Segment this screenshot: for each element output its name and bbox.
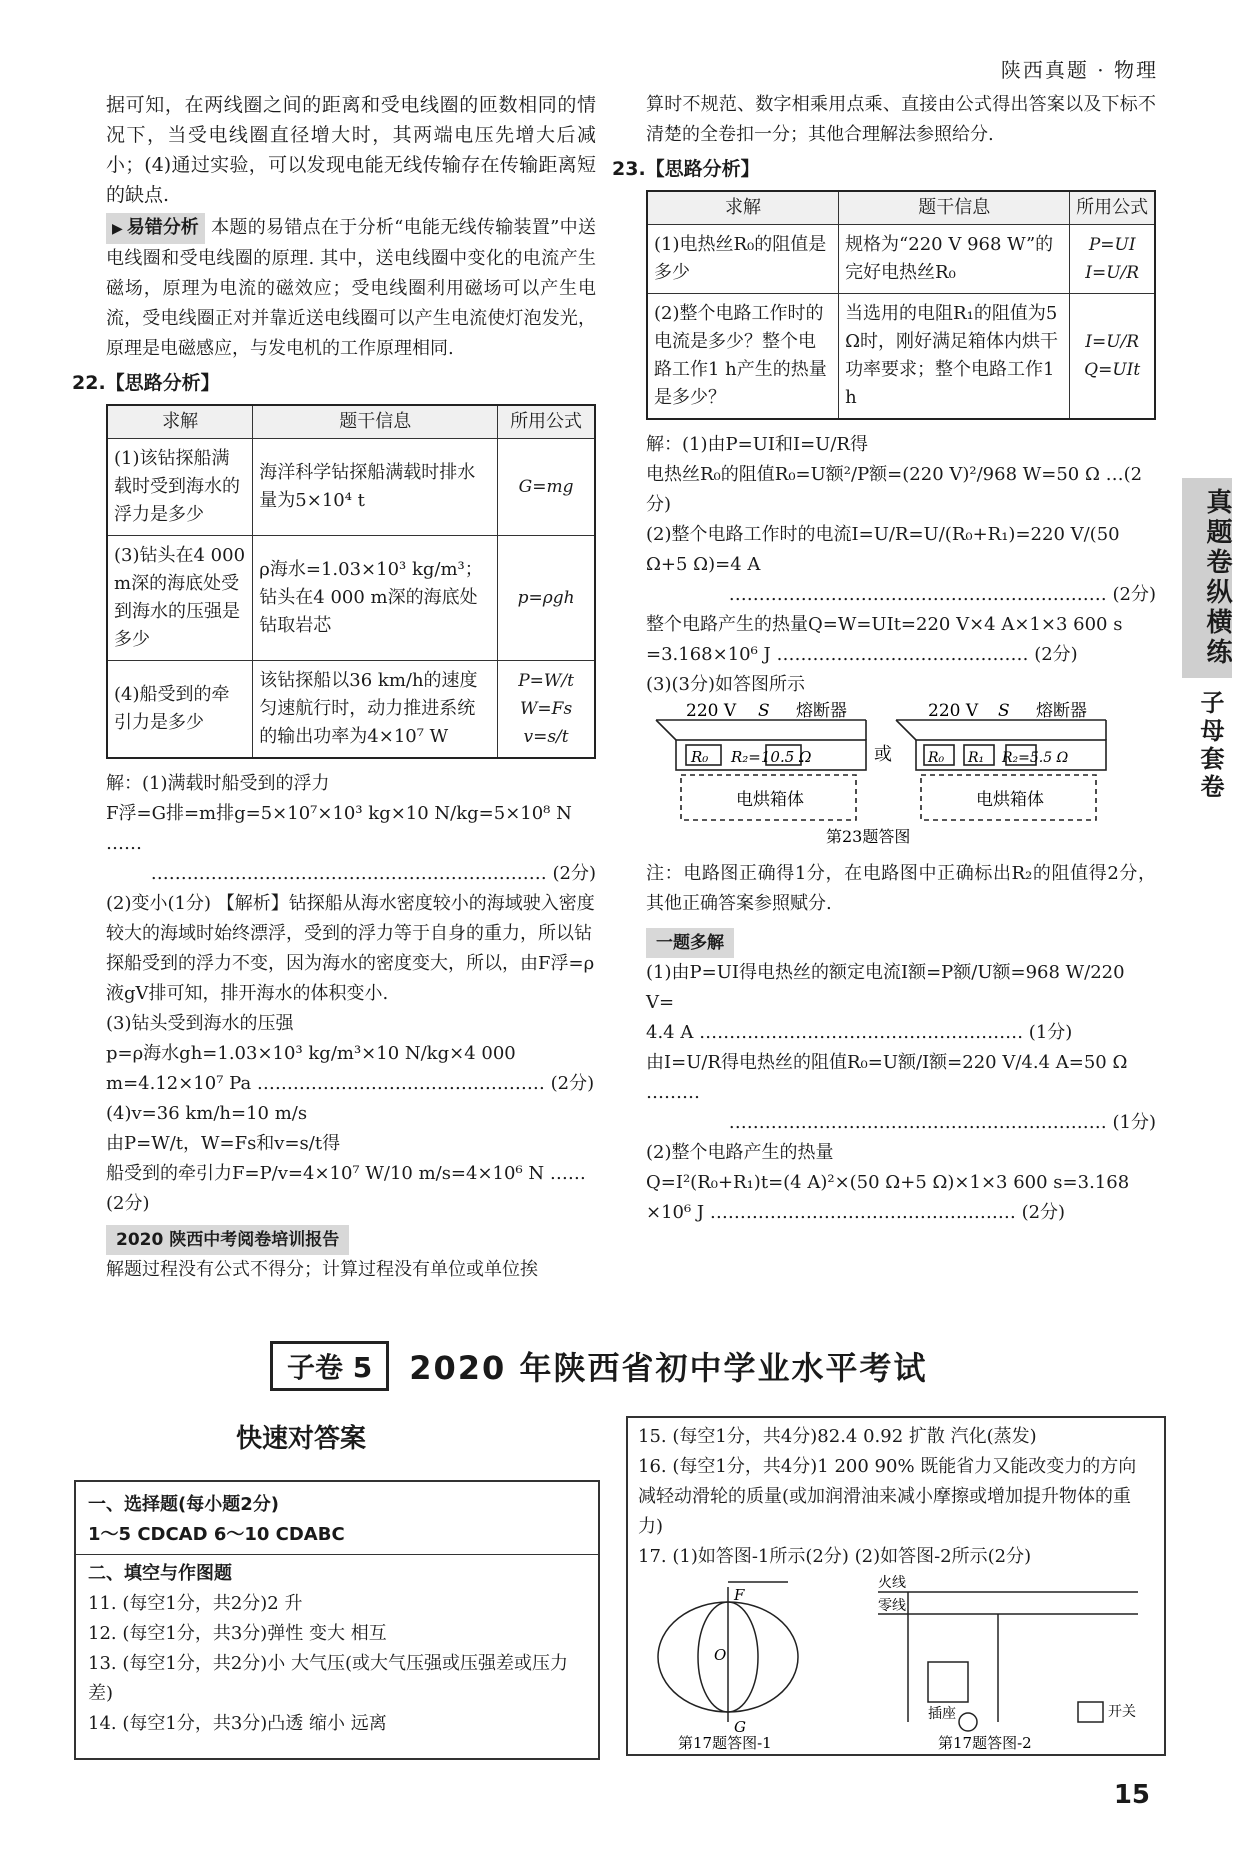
answer-box-right — [626, 1416, 1166, 1756]
list-item: 15. (每空1分，共4分)82.4 0.92 扩散 汽化(蒸发) — [638, 1426, 1037, 1447]
q23-heading: 23.【思路分析】 — [612, 158, 760, 180]
svg-text:G: G — [734, 1718, 746, 1736]
svg-text:220 V: 220 V — [928, 701, 979, 721]
error-analysis — [106, 213, 596, 364]
q17-figures — [638, 1572, 1153, 1752]
q23-solution: 解：(1)由P=UI和I=U/R得 电热丝R₀的阻值R₀=U额²/P额=(220 V)²/968 W=50 Ω …(2分) (2)整个电路工作时的电流I=U/R=U/(R₀+R₁)=220 V/(50 Ω+5 Ω)=4 A ……………………………………………………… (2分) 整个电路产生的热量Q=W=UIt=220 V×4 A×1×3 600 s =3.168×10⁶ J …………………………………… (2分) (3)(3分)如答图所示 — [646, 434, 1156, 695]
q22-heading: 22.【思路分析】 — [72, 372, 220, 394]
svg-text:火线: 火线 — [878, 1575, 906, 1591]
subpaper-banner — [270, 1338, 1010, 1394]
multi-solution: (1)由P=UI得电热丝的额定电流I额=P额/U额=968 W/220 V= 4.4 A ……………………………………………… (1分) 由I=U/R得电热丝的阻值R₀=U额/I额=220 V/4.4 A=50 Ω ……… ……………………………………………………… (1分) (2)整个电路产生的热量 Q=I²(R₀+R₁)t=(4 A)²×(50 Ω+5 Ω)×1×3 600 s=3.168 ×10⁶ J …………………………………………… (2分) — [646, 962, 1156, 1223]
page-number: 15 — [1113, 1780, 1150, 1810]
svg-text:熔断器: 熔断器 — [1036, 701, 1087, 721]
left-column — [72, 90, 596, 1285]
svg-text:R₀: R₀ — [691, 748, 709, 766]
svg-text:S: S — [758, 701, 770, 721]
svg-text:R₁: R₁ — [968, 750, 985, 766]
svg-text:熔断器: 熔断器 — [796, 701, 847, 721]
banner-title: 2020 年陕西省初中学业水平考试 — [409, 1349, 928, 1387]
th-info: 题干信息 — [253, 405, 498, 439]
report-text: 解题过程没有公式不得分；计算过程没有单位或单位挨 — [106, 1259, 538, 1280]
q23-circuit-diagram — [646, 700, 1146, 850]
svg-text:F: F — [734, 1586, 745, 1604]
svg-text:电烘箱体: 电烘箱体 — [736, 790, 804, 810]
continued-text: 算时不规范、数字相乘用点乘、直接由公式得出答案以及下标不清楚的全卷扣一分；其他合理解法参照给分. — [646, 94, 1156, 145]
banner-box: 子卷 5 — [270, 1341, 389, 1391]
table-row: (1)电热丝R₀的阻值是多少 规格为“220 V 968 W”的完好电热丝R₀ P=UI I=U/R — [647, 225, 1155, 294]
svg-text:开关: 开关 — [1108, 1704, 1136, 1720]
svg-text:或: 或 — [874, 744, 892, 765]
multi-tag: 一题多解 — [646, 928, 734, 958]
list-item: 14. (每空1分，共3分)凸透 缩小 远离 — [88, 1713, 387, 1734]
svg-text:电烘箱体: 电烘箱体 — [976, 790, 1044, 810]
svg-text:插座: 插座 — [928, 1706, 956, 1722]
svg-text:第17题答图-2: 第17题答图-2 — [938, 1734, 1032, 1752]
svg-text:R₂=5.5 Ω: R₂=5.5 Ω — [1002, 750, 1069, 766]
svg-text:O: O — [714, 1646, 727, 1664]
th-formula: 所用公式 — [498, 405, 595, 439]
side-tab-sub: 子母套卷 — [1196, 690, 1224, 802]
right-column — [612, 90, 1156, 1228]
error-text: 本题的易错点在于分析“电能无线传输装置”中送电线圈和受电线圈的原理. 其中，送电线圈中变化的电流产生磁场，原理为电流的磁效应；受电线圈利用磁场可以产生电流，受电线圈正对并靠近送电线圈可以产生电流使灯泡发光，原理是电磁感应，与发电机的工作原理相同. — [106, 217, 596, 359]
list-item: 17. (1)如答图-1所示(2分) (2)如答图-2所示(2分) — [638, 1546, 1032, 1567]
svg-text:第17题答图-1: 第17题答图-1 — [678, 1734, 772, 1752]
note: 注：电路图正确得1分，在电路图中正确标出R₂的阻值得2分，其他正确答案参照赋分. — [646, 863, 1156, 914]
table-row: (1)该钻探船满载时受到海水的浮力是多少 海洋科学钻探船满载时排水量为5×10⁴ t G=mg — [107, 439, 595, 536]
svg-text:R₂=10.5 Ω: R₂=10.5 Ω — [731, 748, 812, 766]
error-tag: ▶ 易错分析 — [106, 213, 205, 244]
table-row: (3)钻头在4 000 m深的海底处受到海水的压强是多少 ρ海水=1.03×10³ kg/m³；钻头在4 000 m深的海底处钻取岩芯 p=ρgh — [107, 536, 595, 661]
list-item: 11. (每空1分，共2分)2 升 — [88, 1593, 303, 1614]
q23-table: 求解 题干信息 所用公式 (1)电热丝R₀的阻值是多少 规格为“220 V 968 W”的完好电热丝R₀ P=UI I=U/R (2)整个电路工作时的电流是多少？整个电路工作1 h产生的热量是多少？ 当选用的电阻R₁的阻值为5 Ω时，刚好满足箱体内烘干功率要求；整个电路工作1 h I=U/R Q=UIt — [646, 190, 1156, 420]
intro-text: 据可知，在两线圈之间的距离和受电线圈的匝数相同的情况下，当受电线圈直径增大时，其两端电压先增大后减小；(4)通过实验，可以发现电能无线传输存在传输距离短的缺点. — [106, 94, 596, 206]
running-header: 陕西真题 · 物理 — [1000, 58, 1158, 82]
list-item: 12. (每空1分，共3分)弹性 变大 相互 — [88, 1623, 387, 1644]
answer-box-left: 一、选择题(每小题2分) 1～5 CDCAD 6～10 CDABC 二、填空与作图题 11. (每空1分，共2分)2 升 12. (每空1分，共3分)弹性 变大 相互 13. (每空1分，共2分)小 大气压(或大气压强或压强差或压力差) 14. (每空1分，共3分)凸透 缩小 远离 — [74, 1480, 600, 1760]
svg-text:第23题答图: 第23题答图 — [826, 827, 911, 846]
svg-text:R₀: R₀ — [928, 750, 945, 766]
q22-table — [106, 404, 596, 759]
list-item: 13. (每空1分，共2分)小 大气压(或大气压强或压强差或压力差) — [88, 1653, 569, 1704]
q22-solution: 解：(1)满载时船受到的浮力 F浮=G排=m排g=5×10⁷×10³ kg×10 N/kg=5×10⁸ N …… ………………………………………………………… (2分) (2)变小(1分) 【解析】钻探船从海水密度较小的海域驶入密度较大的海域时始终漂浮，受到的浮力等于自身的重力，所以钻探船受到的浮力不变，因为海水的密度变大，所以，由F浮=ρ液gV排可知，排开海水的体积变小. (3)钻头受到海水的压强 p=ρ海水gh=1.03×10³ kg/m³×10 N/kg×4 000 m=4.12×10⁷ Pa ………………………………………… (2分) (4)v=36 km/h=10 m/s 由P=W/t，W=Fs和v=s/t得 船受到的牵引力F=P/v=4×10⁷ W/10 m/s=4×10⁶ N …… (2分) — [106, 773, 596, 1214]
table-row: (4)船受到的牵引力是多少 该钻探船以36 km/h的速度匀速航行时，动力推进系统的输出功率为4×10⁷ W P=W/t W=Fs v=s/t — [107, 661, 595, 759]
svg-text:零线: 零线 — [878, 1598, 906, 1614]
list-item: 16. (每空1分，共4分)1 200 90% 既能省力又能改变力的方向 减轻动滑轮的质量(或加润滑油来减小摩擦或增加提升物体的重力) — [638, 1456, 1137, 1537]
svg-text:S: S — [998, 701, 1010, 721]
svg-text:220 V: 220 V — [686, 701, 737, 721]
th-solve: 求解 — [107, 405, 253, 439]
side-tab-main: 真题卷纵横练 — [1182, 478, 1232, 678]
report-tag: 2020 陕西中考阅卷培训报告 — [106, 1225, 349, 1255]
table-row: (2)整个电路工作时的电流是多少？整个电路工作1 h产生的热量是多少？ 当选用的电阻R₁的阻值为5 Ω时，刚好满足箱体内烘干功率要求；整个电路工作1 h I=U/R Q=UIt — [647, 294, 1155, 420]
quick-answer-title: 快速对答案 — [235, 1424, 366, 1454]
